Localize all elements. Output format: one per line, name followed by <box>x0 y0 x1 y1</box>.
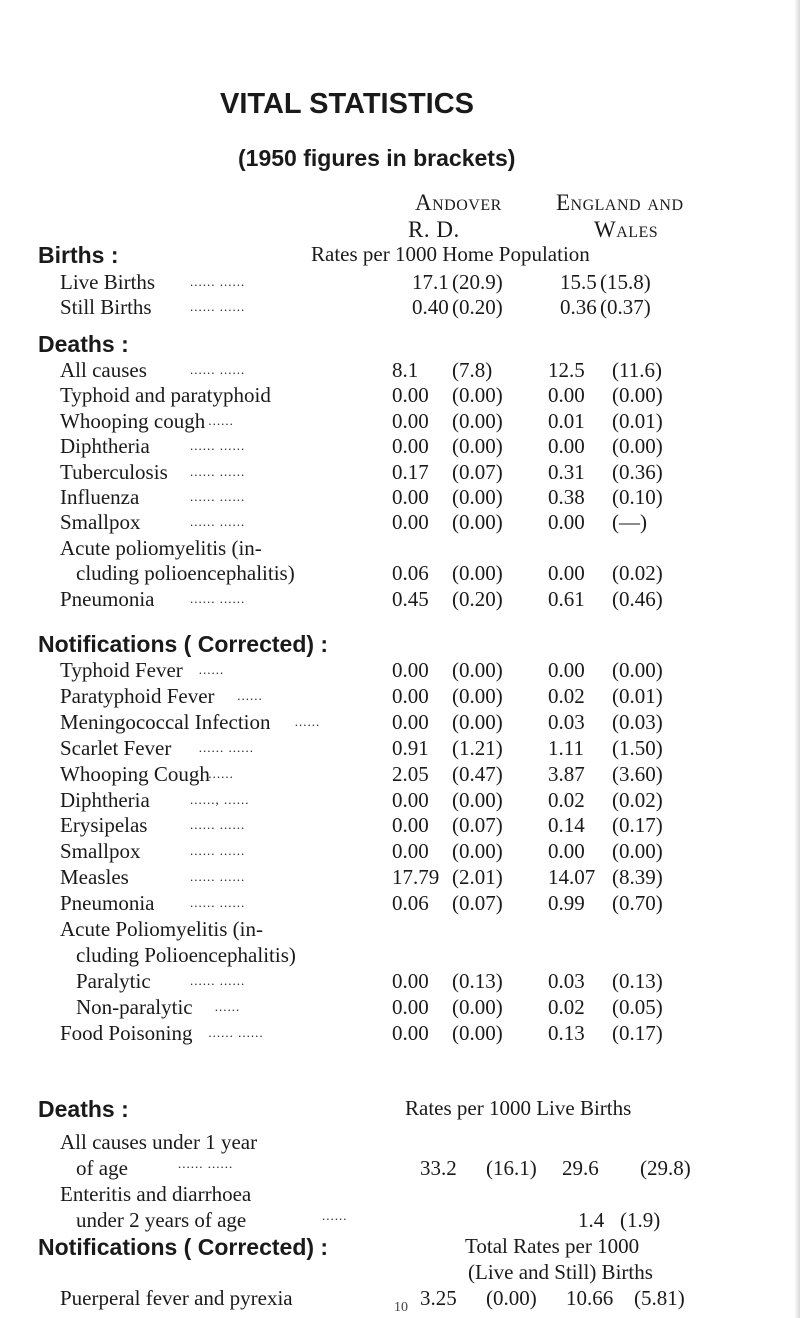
value-andover: 17.1 <box>412 270 449 294</box>
value-andover: 0.00 <box>392 510 429 535</box>
value-andover: 33.2 <box>420 1156 457 1180</box>
row-label: Influenza <box>60 485 140 509</box>
leader-dots: ...... ...... <box>190 489 246 504</box>
value-england-1950: (29.8) <box>640 1156 691 1180</box>
leader-dots: ......, ...... <box>190 791 250 807</box>
row-label: Smallpox <box>60 510 141 535</box>
leader-dots: ...... <box>237 687 263 703</box>
leader-dots: ...... ...... <box>190 869 246 885</box>
value-england: 1.11 <box>548 735 584 760</box>
leader-dots: ...... ...... <box>198 739 255 755</box>
total-rates-sublabel: (Live and Still) Births <box>468 1260 653 1284</box>
leader-dots: ...... <box>214 998 241 1014</box>
value-england: 0.02 <box>548 787 585 812</box>
value-england-1950: (0.02) <box>612 561 663 586</box>
leader-dots: ...... ...... <box>190 362 246 377</box>
page-subtitle: (1950 figures in brackets) <box>238 145 516 171</box>
leader-dots: ...... ...... <box>190 843 246 859</box>
value-england: 3.87 <box>548 761 585 786</box>
value-england: 29.6 <box>562 1156 599 1180</box>
leader-dots: ...... ...... <box>190 895 246 911</box>
value-andover-1950: (0.00) <box>452 839 503 864</box>
value-andover: 0.00 <box>392 787 429 812</box>
value-andover-1950: (7.8) <box>452 358 493 382</box>
value-andover: 0.00 <box>392 994 429 1019</box>
value-andover-1950: (0.00) <box>452 510 503 535</box>
leader-dots: ...... ...... <box>190 463 246 479</box>
value-england-1950: (0.70) <box>612 891 663 916</box>
value-england: 0.36 <box>560 295 597 319</box>
value-england: 0.00 <box>548 510 585 535</box>
value-england-1950: (0.05) <box>612 994 663 1019</box>
value-andover-1950: (0.07) <box>452 891 503 916</box>
column-header-england: England and <box>556 190 684 215</box>
value-england: 0.31 <box>548 459 585 484</box>
value-england: 0.00 <box>548 658 585 682</box>
row-label: Acute Poliomyelitis (in- <box>60 917 263 941</box>
row-label: under 2 years of age <box>76 1208 247 1232</box>
value-england: 1.4 <box>578 1208 605 1232</box>
value-andover: 0.00 <box>392 683 429 708</box>
page-edge-shadow <box>794 0 800 1318</box>
value-england: 0.14 <box>548 813 585 838</box>
value-england: 0.00 <box>548 561 585 586</box>
row-label: Paralytic <box>76 968 151 993</box>
section-heading-notifications: Notifications ( Corrected) : <box>38 631 329 657</box>
leader-dots: ...... ...... <box>190 972 246 988</box>
value-andover: 17.79 <box>392 865 440 890</box>
value-england: 14.07 <box>548 865 596 890</box>
leader-dots: ...... ...... <box>190 590 246 606</box>
value-england: 0.02 <box>548 994 585 1019</box>
value-andover: 0.91 <box>392 735 429 760</box>
value-andover-1950: (0.00) <box>452 485 503 509</box>
value-andover: 0.00 <box>392 658 429 682</box>
value-england: 12.5 <box>548 358 585 382</box>
leader-dots: ...... ...... <box>190 514 246 530</box>
row-label: All causes <box>60 358 147 382</box>
page-number: 10 <box>394 1300 408 1315</box>
value-andover: 0.00 <box>392 709 429 734</box>
value-andover-1950: (0.00) <box>452 561 503 586</box>
value-andover: 0.00 <box>392 968 429 993</box>
value-england-1950: (0.17) <box>612 1020 663 1045</box>
row-label: Scarlet Fever <box>60 735 172 760</box>
value-england-1950: (8.39) <box>612 865 663 890</box>
value-england-1950: (1.50) <box>612 735 663 760</box>
value-england-1950: (0.46) <box>612 586 663 611</box>
value-andover-1950: (0.20) <box>452 295 503 319</box>
leader-dots: ...... <box>322 1208 348 1223</box>
value-andover-1950: (0.00) <box>452 994 503 1019</box>
value-andover-1950: (0.00) <box>452 383 503 408</box>
value-england: 0.02 <box>548 683 585 708</box>
row-label: Acute poliomyelitis (in- <box>60 535 262 560</box>
value-england-1950: (0.02) <box>612 787 663 812</box>
value-england: 15.5 <box>560 270 597 294</box>
value-andover-1950: (0.00) <box>452 709 503 734</box>
section-heading-births: Births : <box>38 242 119 268</box>
value-england-1950: (0.36) <box>612 459 663 484</box>
value-andover-1950: (0.07) <box>452 459 503 484</box>
value-andover: 0.00 <box>392 408 429 433</box>
value-england: 0.38 <box>548 485 585 509</box>
value-england-1950: (0.01) <box>612 408 663 433</box>
value-england-1950: (—) <box>612 510 647 535</box>
value-andover: 0.00 <box>392 839 429 864</box>
value-england-1950: (0.10) <box>612 485 663 509</box>
value-andover-1950: (2.01) <box>452 865 503 890</box>
page-title: VITAL STATISTICS <box>220 88 475 120</box>
value-andover-1950: (0.00) <box>452 787 503 812</box>
row-label: Non-paralytic <box>76 994 193 1019</box>
value-andover-1950: (0.00) <box>452 434 503 459</box>
row-label: Live Births <box>60 270 156 294</box>
leader-dots: ...... <box>208 412 234 428</box>
leader-dots: ...... <box>198 662 225 677</box>
value-andover-1950: (0.07) <box>452 813 503 838</box>
row-label: Erysipelas <box>60 813 148 838</box>
value-england-1950: (0.00) <box>612 434 663 459</box>
row-label: Tuberculosis <box>60 459 168 484</box>
row-label: All causes under 1 year <box>60 1130 258 1154</box>
value-andover: 0.06 <box>392 561 429 586</box>
value-andover: 0.00 <box>392 1020 429 1045</box>
value-andover-1950: (0.20) <box>452 586 503 611</box>
leader-dots: ...... ...... <box>190 274 246 289</box>
value-andover-1950: (0.47) <box>452 761 503 786</box>
value-england: 0.00 <box>548 383 585 408</box>
value-england-1950: (0.00) <box>612 383 663 408</box>
section-heading-deaths-live-births: Deaths : <box>38 1096 129 1122</box>
value-england-1950: (1.9) <box>620 1208 661 1232</box>
leader-dots: ...... ...... <box>190 817 246 833</box>
value-andover-1950: (0.00) <box>452 658 503 682</box>
value-andover: 0.00 <box>392 383 429 408</box>
value-andover: 0.00 <box>392 485 429 509</box>
rates-live-births-label: Rates per 1000 Live Births <box>405 1096 632 1120</box>
total-rates-label: Total Rates per 1000 <box>465 1234 640 1258</box>
value-england-1950: (11.6) <box>612 358 662 382</box>
row-label: of age <box>76 1156 128 1180</box>
value-andover-1950: (0.00) <box>486 1286 537 1310</box>
rates-home-population-label: Rates per 1000 Home Population <box>311 242 590 266</box>
value-andover: 0.40 <box>412 295 449 319</box>
value-england-1950: (3.60) <box>612 761 663 786</box>
leader-dots: ...... ...... <box>208 1024 264 1040</box>
value-england: 0.00 <box>548 434 585 459</box>
value-andover: 0.00 <box>392 813 429 838</box>
value-andover: 3.25 <box>420 1286 457 1310</box>
section-heading-notifications-births: Notifications ( Corrected) : <box>38 1234 329 1260</box>
row-label: Smallpox <box>60 839 141 864</box>
row-label: Pneumonia <box>60 586 155 611</box>
value-england: 0.00 <box>548 839 585 864</box>
value-andover: 2.05 <box>392 761 429 786</box>
leader-dots: ...... ...... <box>190 299 246 314</box>
value-england-1950: (5.81) <box>634 1286 685 1310</box>
value-england-1950: (0.01) <box>612 683 663 708</box>
value-england-1950: (0.00) <box>612 839 663 864</box>
value-andover: 0.06 <box>392 891 429 916</box>
row-label: Enteritis and diarrhoea <box>60 1182 252 1206</box>
row-label: Whooping cough <box>60 408 206 433</box>
value-england: 0.03 <box>548 968 585 993</box>
row-label: cluding Polioencephalitis) <box>76 942 296 967</box>
leader-dots: ...... ...... <box>190 438 246 454</box>
value-england: 10.66 <box>566 1286 614 1310</box>
value-andover: 0.17 <box>392 459 429 484</box>
value-andover-1950: (20.9) <box>452 270 503 294</box>
section-heading-deaths: Deaths : <box>38 331 129 357</box>
leader-dots: ...... <box>208 765 234 781</box>
row-label: Typhoid Fever <box>60 658 183 682</box>
value-england: 0.01 <box>548 408 585 433</box>
value-andover-1950: (1.21) <box>452 735 503 760</box>
value-andover-1950: (0.00) <box>452 1020 503 1045</box>
value-england: 0.99 <box>548 891 585 916</box>
value-england-1950: (0.00) <box>612 658 663 682</box>
row-label: Puerperal fever and pyrexia <box>60 1286 293 1310</box>
row-label: Measles <box>60 865 129 890</box>
row-label: Paratyphoid Fever <box>60 683 215 708</box>
value-andover: 0.45 <box>392 586 429 611</box>
value-england-1950: (0.17) <box>612 813 663 838</box>
column-header-andover-rd: R. D. <box>408 217 460 242</box>
row-label: Diphtheria <box>60 434 150 459</box>
value-england: 0.03 <box>548 709 585 734</box>
value-andover-1950: (16.1) <box>486 1156 537 1180</box>
row-label: Still Births <box>60 295 152 319</box>
column-header-wales: Wales <box>594 217 659 242</box>
value-england: 0.61 <box>548 586 585 611</box>
row-label: Food Poisoning <box>60 1020 193 1045</box>
value-england-1950: (0.03) <box>612 709 663 734</box>
value-england-1950: (0.37) <box>600 295 651 319</box>
leader-dots: ...... <box>294 713 321 729</box>
value-england-1950: (15.8) <box>600 270 651 294</box>
row-label: Pneumonia <box>60 891 155 916</box>
value-england: 0.13 <box>548 1020 585 1045</box>
value-england-1950: (0.13) <box>612 968 663 993</box>
row-label: cluding polioencephalitis) <box>76 561 295 586</box>
leader-dots: ...... ...... <box>178 1156 234 1171</box>
value-andover: 8.1 <box>392 358 419 382</box>
row-label: Whooping Cough <box>60 761 210 786</box>
row-label: Typhoid and paratyphoid <box>60 383 271 408</box>
row-label: Diphtheria <box>60 787 150 812</box>
value-andover: 0.00 <box>392 434 429 459</box>
column-header-andover: Andover <box>415 190 502 215</box>
value-andover-1950: (0.00) <box>452 683 503 708</box>
value-andover-1950: (0.00) <box>452 408 503 433</box>
value-andover-1950: (0.13) <box>452 968 503 993</box>
row-label: Meningococcal Infection <box>60 709 271 734</box>
